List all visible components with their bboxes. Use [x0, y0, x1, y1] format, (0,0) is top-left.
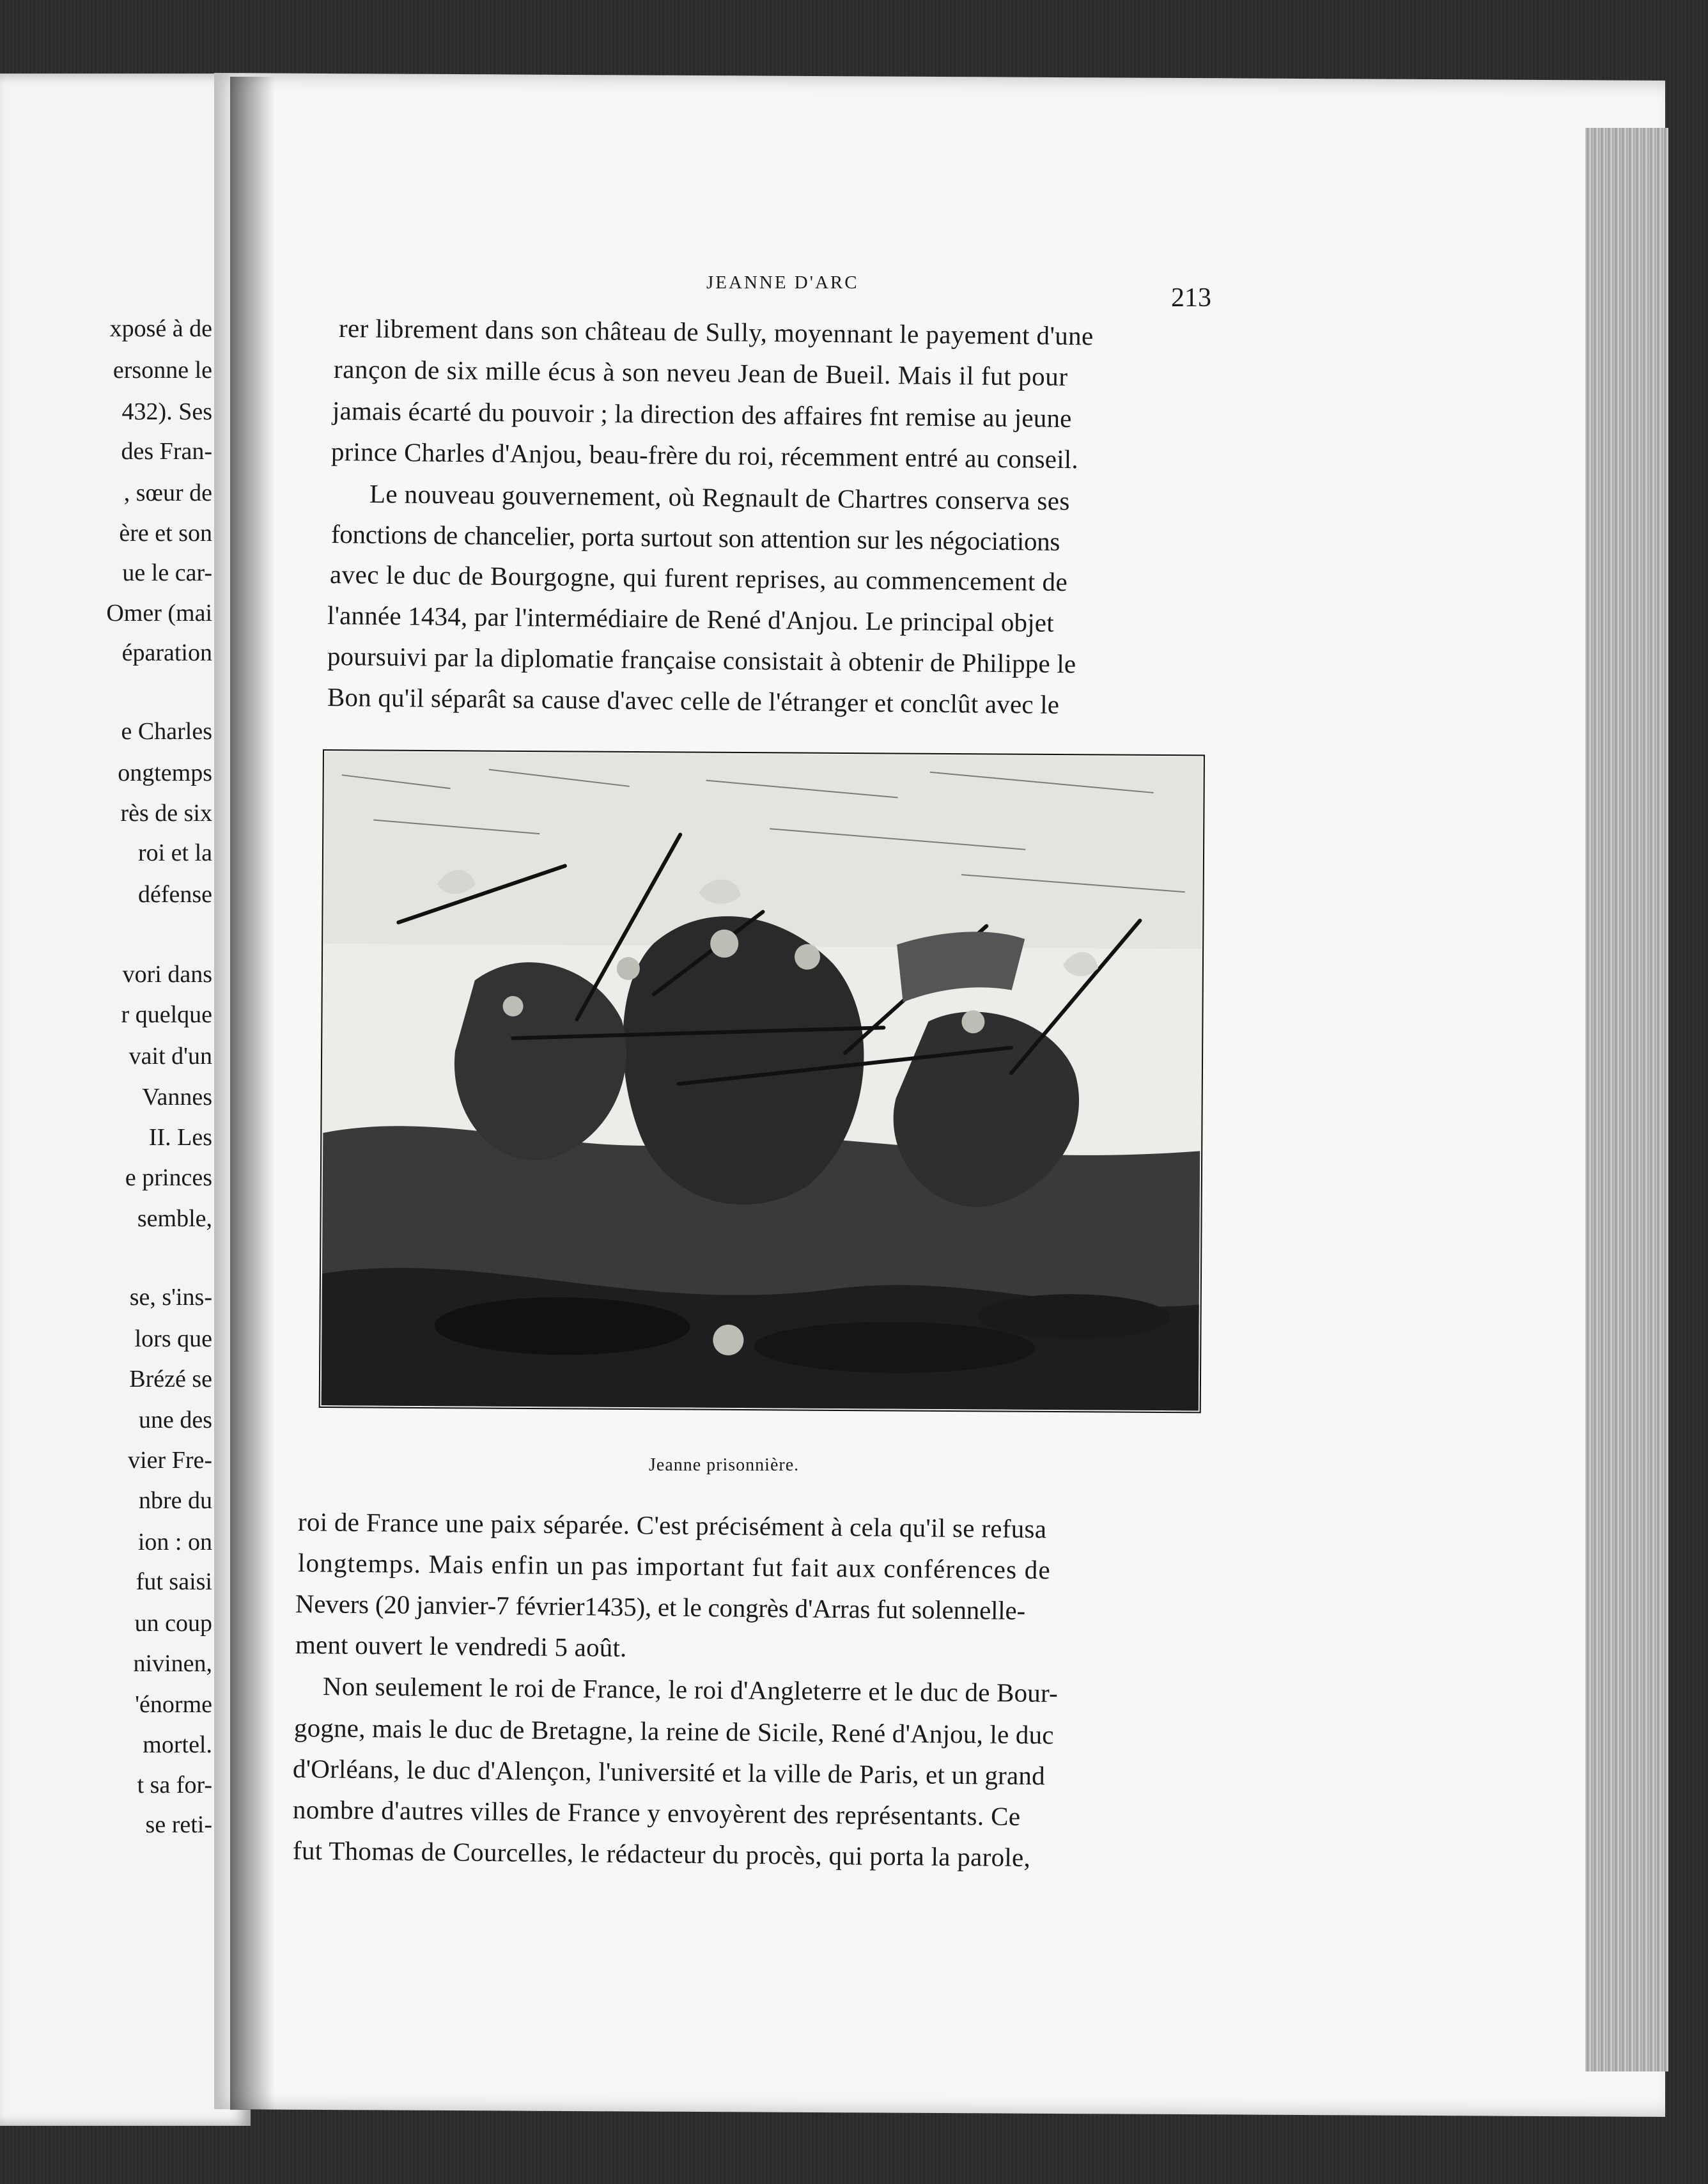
body-line: roi de France une paix séparée. C'est précisément à cela qu'il se refusa [297, 1507, 1047, 1544]
running-head: JEANNE D'ARC [706, 272, 859, 293]
left-page-line: Brézé se [129, 1366, 212, 1392]
body-line: poursuivi par la diplomatie française consistait à obtenir de Philippe le [327, 641, 1076, 679]
left-page-line: vait d'un [128, 1043, 212, 1070]
left-page-line: défense [137, 881, 212, 908]
left-page-line: e Charles [121, 718, 212, 745]
body-line: fut Thomas de Courcelles, le rédacteur du procès, qui porta la parole, [292, 1836, 1031, 1873]
body-line: rançon de six mille écus à son neveu Jean de Bueil. Mais il fut pour [333, 354, 1068, 392]
left-page-line: ersonne le [113, 357, 212, 384]
illustration-caption: Jeanne prisonnière. [649, 1455, 800, 1475]
left-page-line: éparation [121, 639, 212, 666]
left-page-line: vori dans [122, 961, 212, 988]
page-fore-edge [1585, 128, 1668, 2071]
left-page-line: rès de six [120, 800, 212, 827]
left-page-line: ion : on [137, 1529, 212, 1556]
battle-engraving-illustration [319, 749, 1205, 1413]
spine-shadow [230, 77, 275, 2110]
left-page-line: mortel. [143, 1731, 212, 1758]
body-line: avec le duc de Bourgogne, qui furent reprises, au commencement de [329, 559, 1068, 597]
left-page-line: Omer (mai [106, 600, 212, 627]
left-page-line: t sa for- [137, 1772, 212, 1798]
left-page-line: ongtemps [118, 760, 212, 786]
left-page-line: r quelque [121, 1001, 212, 1028]
left-page-line: nivinen, [133, 1650, 212, 1677]
body-line: fonctions de chancelier, porta surtout son attention sur les négociations [330, 519, 1060, 556]
body-line: l'année 1434, par l'intermédiaire de René d'Anjou. Le principal objet [327, 600, 1055, 637]
left-page-line: fut saisi [136, 1568, 212, 1595]
left-page-line: nbre du [138, 1487, 212, 1514]
left-page-line: roi et la [137, 839, 212, 866]
body-line: longtemps. Mais enfin un pas important fut fait aux conférences de [297, 1548, 1052, 1585]
left-facing-page [0, 74, 251, 2126]
left-page-line: se reti- [145, 1811, 212, 1838]
left-page-line: 432). Ses [121, 398, 212, 425]
left-page-line: semble, [137, 1205, 212, 1232]
body-line: prince Charles d'Anjou, beau-frère du roi, récemment entré au conseil. [330, 437, 1079, 474]
body-line: ment ouvert le vendredi 5 août. [295, 1630, 627, 1662]
body-line: nombre d'autres villes de France y envoyèrent des représentants. Ce [292, 1795, 1021, 1831]
page-number: 213 [1171, 283, 1211, 313]
left-page-line: se, s'ins- [129, 1284, 212, 1311]
body-line: Bon qu'il séparât sa cause d'avec celle de l'étranger et conclût avec le [327, 682, 1060, 719]
left-page-line: ère et son [119, 520, 212, 547]
left-page-line: xposé à de [109, 315, 212, 342]
left-page-line: vier Fre- [128, 1447, 212, 1474]
left-page-line: des Fran- [121, 438, 212, 465]
left-page-line: e princes [125, 1164, 212, 1191]
left-page-line: 'énorme [135, 1691, 212, 1718]
body-line: rer librement dans son château de Sully, moyennant le payement d'une [338, 313, 1094, 351]
left-page-line: ue le car- [122, 559, 212, 586]
left-page-line: une des [138, 1407, 212, 1433]
left-page-line: un coup [134, 1610, 212, 1637]
left-page-line: lors que [134, 1325, 212, 1352]
body-line: Nevers (20 janvier-7 février1435), et le congrès d'Arras fut solennelle- [295, 1589, 1026, 1625]
body-line: jamais écarté du pouvoir ; la direction des affaires fnt remise au jeune [332, 396, 1072, 433]
body-line: gogne, mais le duc de Bretagne, la reine de Sicile, René d'Anjou, le duc [293, 1713, 1054, 1750]
body-line: Le nouveau gouvernement, où Regnault de Chartres conserva ses [369, 479, 1070, 516]
body-line: d'Orléans, le duc d'Alençon, l'université et la ville de Paris, et un grand [292, 1754, 1046, 1791]
left-page-line: Vannes [142, 1084, 212, 1111]
body-line: Non seulement le roi de France, le roi d'Angleterre et le duc de Bour- [322, 1671, 1059, 1708]
left-page-line: II. Les [148, 1124, 212, 1151]
left-page-line: , sœur de [123, 480, 212, 506]
